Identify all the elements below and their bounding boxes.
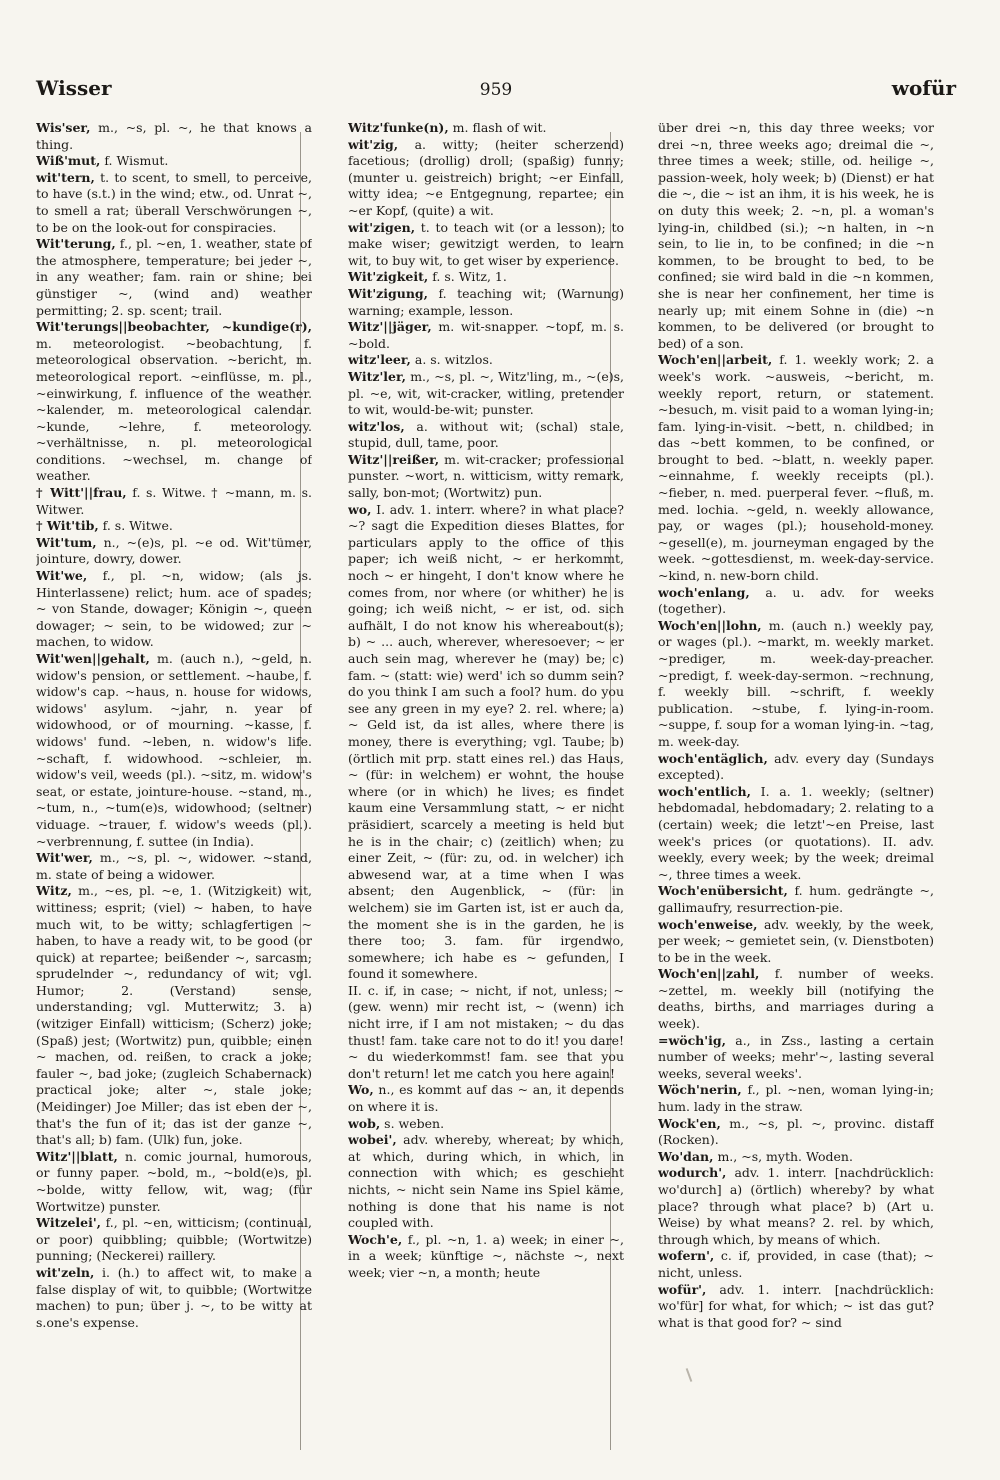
entry-headword: Wis'ser, [36, 120, 91, 135]
entry-definition: c. if, provided, in case (that); ~ nicht, unless. [658, 1248, 934, 1280]
entry-headword: Wöch'nerin, [658, 1082, 742, 1098]
entry-definition: m. (auch n.), ~geld, n. widow's pension, or settlement. ~haube, f. widow's cap. ~haus, n. house for widows, widows' asylum. ~jahr, n. year of widowhood, or of mourning. ~kasse, f. widows' fund. ~leben, n. widow's life. ~schaft, f. widowhood. ~schleier, m. widow's veil, weeds (pl.). ~sitz, m. widow's seat, or estate, jointure-house. ~stand, m., ~tum, n., ~tum(e)s, widowhood; (seltner) viduage. ~trauer, f. widow's weeds (pl.). ~verbrennung, f. suttee (in India). [36, 651, 312, 849]
entry-definition: m. (auch n.) weekly pay, or wages (pl.). ~markt, m. weekly market. ~prediger, m. week-day-preacher. ~predigt, f. week-day-sermon. ~rechnung, f. weekly bill. ~schrift, f. weekly publication. ~stube, f. lying-in-room. ~suppe, f. soup for a woman lying-in. ~tag, m. week-day. [658, 617, 934, 749]
right-running-headword: wofür [891, 76, 956, 100]
entry-headword: Wit'zigkeit, [348, 269, 429, 285]
running-header [36, 76, 956, 110]
entry-definition: m., ~s, pl. ~, Witz'ling, m., ~(e)s, pl. ~e, wit, wit-cracker, witling, pretender to wit, would-be-wit; punster. [348, 368, 624, 418]
entry-headword: Witzelei', [36, 1215, 102, 1231]
dictionary-entry [36, 568, 312, 651]
entry-definition: I. a. 1. weekly; (seltner) hebdomadal, hebdomadary; 2. relating to a (certain) week; die letzt'~en Preise, last week's prices (or quotations). II. adv. weekly, every week; by the week; dreimal ~, three times a week. [658, 783, 934, 882]
left-running-headword: Wisser [36, 76, 112, 100]
dictionary-entry [36, 883, 312, 1149]
entry-headword: =wöch'ig, [658, 1032, 726, 1048]
entry-headword: Woch'en||zahl, [658, 966, 760, 982]
dictionary-entry [36, 1265, 312, 1331]
entry-definition: f., pl. ~n, 1. a) week; in einer ~, in a week; künftige ~, nächste ~, next week; vier ~n, a month; heute [348, 1231, 624, 1280]
dictionary-entry [36, 319, 312, 485]
dictionary-entry [658, 1165, 934, 1248]
entry-headword: Woch'enübersicht, [658, 883, 788, 899]
entry-definition: adv. weekly, by the week, per week; ~ gemietet sein, (v. Dienstboten) to be in the week. [658, 916, 934, 965]
dictionary-entry [348, 352, 624, 369]
dictionary-entry [658, 1149, 934, 1166]
entry-definition: f. teaching wit; (Warnung) warning; example, lesson. [348, 285, 624, 318]
dictionary-entry [658, 1248, 934, 1281]
column-left [36, 120, 312, 1460]
dictionary-entry [348, 419, 624, 452]
entry-headword: † Wit'tib, [36, 518, 99, 534]
dictionary-entry [658, 784, 934, 884]
entry-headword: woch'enweise, [658, 916, 758, 932]
entry-headword: wofern', [658, 1248, 715, 1264]
dictionary-entry [348, 269, 624, 286]
entry-headword: wit'zeln, [36, 1264, 95, 1280]
dictionary-entry [36, 120, 312, 153]
entry-headword: Wit'terung, [36, 236, 116, 252]
dictionary-entry [348, 1116, 624, 1133]
entry-definition: n., es kommt auf das ~ an, it depends on where it is. [348, 1082, 624, 1115]
entry-headword: Wit'wer, [36, 850, 93, 866]
entry-definition: f., pl. ~en, 1. weather, state of the atmosphere, temperature; bei jeder ~, in any weather; fam. rain or shine; bei günstiger ~, (wind and) weather permitting; 2. sp. scent; trail. [36, 236, 312, 318]
entry-definition: m., ~s, myth. Woden. [713, 1148, 853, 1164]
dictionary-entry [36, 850, 312, 883]
entry-definition: f. s. Witwe. [98, 518, 173, 534]
entry-headword: Wiß'mut, [36, 153, 101, 169]
dictionary-entry [36, 170, 312, 236]
entry-definition: m., ~s, pl. ~, he that knows a thing. [36, 120, 312, 152]
entry-definition: a. s. witzlos. [410, 352, 493, 368]
entry-headword: Wit'terungs||beobachter, ~kundige(r), [36, 319, 312, 335]
entry-definition: f., pl. ~en, witticism; (continual, or poor) quibbling; quibble; (Wortwitze) punning; (Neckerei) raillery. [36, 1215, 312, 1264]
entry-definition: t. to teach wit (or a lesson); to make wiser; gewitzigt werden, to learn wit, to buy wit, to get wiser by experience. [348, 219, 624, 268]
dictionary-entry [36, 651, 312, 850]
dictionary-entry [658, 1116, 934, 1149]
dictionary-entry [658, 618, 934, 751]
entry-definition: f. Wismut. [100, 153, 169, 169]
entry-headword: Witz, [36, 883, 72, 899]
entry-definition: t. to scent, to smell, to perceive, to have (s.t.) in the wind; etw., od. Unrat ~, to smell a rat; überall Verschwörungen ~, to be on the look-out for conspiracies. [36, 169, 312, 235]
entry-definition: a. without wit; (schal) stale, stupid, dull, tame, poor. [348, 418, 624, 451]
entry-definition: adv. whereby, whereat; by which, at which, during which, in which, in connection with which; es geschieht nichts, ~ nicht sein Name ins Spiel käme, nothing is done that his name is not coupled with. [348, 1132, 624, 1231]
dictionary-entry [658, 1033, 934, 1083]
entry-headword: woch'enlang, [658, 584, 750, 600]
entry-definition: f. 1. weekly work; 2. a week's work. ~ausweis, ~bericht, m. weekly report, return, or statement. ~besuch, m. visit paid to a woman lying-in; fam. lying-in-visit. ~bett, n. childbed; in das ~bett kommen, to be confined, or brought to bed. ~blatt, n. weekly paper. ~einnahme, f. weekly receipts (pl.). ~fieber, n. med. puerperal fever. ~fluß, m. med. lochia. ~geld, n. weekly allowance, pay, or wages (pl.); household-money. ~gesell(e), m. journeyman engaged by the week. ~gottesdienst, m. week-day-service. ~kind, n. new-born child. [658, 352, 934, 584]
entry-headword: † Witt'||frau, [36, 485, 127, 501]
entry-headword: Witz'||reißer, [348, 451, 440, 467]
entry-headword: wo, [348, 501, 372, 517]
entry-headword: wit'tern, [36, 169, 95, 185]
entry-headword: wit'zigen, [348, 219, 416, 235]
dictionary-entry [348, 983, 624, 1083]
entry-definition: adv. every day (Sundays excepted). [658, 750, 934, 783]
entry-definition: a., in Zss., lasting a certain number of weeks; mehr'~, lasting several weeks, several weeks'. [658, 1032, 934, 1081]
dictionary-entry [658, 883, 934, 916]
entry-headword: Witz'||blatt, [36, 1148, 118, 1164]
dictionary-entry [658, 917, 934, 967]
entry-headword: witz'leer, [348, 352, 411, 368]
dictionary-entry [36, 518, 312, 535]
entry-headword: wofür', [658, 1281, 707, 1297]
dictionary-entry [348, 286, 624, 319]
column-right [658, 120, 934, 1460]
page-number: 959 [479, 80, 513, 100]
entry-headword: wodurch', [658, 1165, 727, 1181]
dictionary-entry [36, 535, 312, 568]
entry-headword: Wit'tum, [36, 534, 97, 550]
entry-headword: wob, [348, 1115, 381, 1131]
dictionary-entry [658, 352, 934, 584]
dictionary-entry [348, 502, 624, 983]
dictionary-body [36, 120, 960, 1460]
entry-definition: m., ~s, pl. ~, widower. ~stand, m. state of being a widower. [36, 850, 312, 882]
entry-headword: woch'entlich, [658, 783, 751, 799]
entry-definition: m. flash of wit. [448, 120, 547, 135]
entry-definition: f. s. Witwe. † ~mann, m. s. Witwer. [36, 485, 312, 517]
entry-definition: n., ~(e)s, pl. ~e od. Wit'tümer, jointure, dowry, dower. [36, 534, 312, 567]
dictionary-entry [348, 1232, 624, 1282]
entry-headword: Witz'||jäger, [348, 319, 432, 335]
entry-definition: f. number of weeks. ~zettel, m. weekly bill (notifying the deaths, births, and marriages during a week). [658, 966, 934, 1032]
entry-headword: Wo'dan, [658, 1148, 714, 1164]
entry-definition: a. u. adv. for weeks (together). [658, 584, 934, 617]
dictionary-entry [36, 153, 312, 170]
dictionary-entry [658, 751, 934, 784]
entry-definition: m. wit-cracker; professional punster. ~wort, n. witticism, witty remark, sally, bon-mot; (Wortwitz) pun. [348, 451, 624, 501]
dictionary-entry [348, 137, 624, 220]
dictionary-entry [658, 585, 934, 618]
entry-headword: woch'entäglich, [658, 750, 768, 766]
entry-definition: f., pl. ~n, widow; (als js. Hinterlassene) relict; hum. ace of spades; ~ von Stande, dowager; Königin ~, queen dowager; ~ sein, to be widowed; zur ~ machen, to widow. [36, 568, 312, 650]
dictionary-entry [36, 485, 312, 518]
dictionary-entry [348, 120, 624, 137]
dictionary-entry [36, 1215, 312, 1265]
column-middle [348, 120, 624, 1460]
entry-definition: I. adv. 1. interr. where? in what place? ~? sagt die Expedition dieses Blattes, for particulars apply to the office of this paper; ich weiß nicht, ~ er herkommt, noch ~ er hingeht, I don't know where he comes from, nor where (or whither) he is going; ich weiß nicht, ~ er ist, od. sich aufhält, I do not know his whereabout(s); b) ~ ... auch, wherever, wheresoever; ~ er auch sein mag, wherever he (may) be; c) fam. ~ (statt: wie) werd' ich so dumm sein? do you think I am such a fool? hum. do you see any green in my eye? 2. rel. where; a) ~ Geld ist, da ist alles, where there is money, there is everything; vgl. Taube; b) (örtlich mit prp. statt eines rel.) das Haus, ~ (für: in welchem) er wohnt, the house where (or in which) he lives; es findet kaum eine Versammlung statt, ~ er nicht präsidiert, scarcely a meeting is held but he is in the chair; c) (zeitlich) when; zu einer Zeit, ~ (für: zu, od. in welcher) ich abwesend war, at a time when I was absent; den Augenblick, ~ (für: in welchem) sie im Garten ist, ist er auch da, the moment she is in the garden, he is there too; 3. fam. für irgendwo, somewhere; ich habe es ~ gefunden, I found it somewhere. [348, 501, 624, 982]
dictionary-entry [348, 319, 624, 352]
entry-definition: s. weben. [380, 1115, 445, 1131]
dictionary-entry [658, 120, 934, 352]
entry-definition: f., pl. ~nen, woman lying-in; hum. lady in the straw. [658, 1082, 934, 1115]
entry-definition: über drei ~n, this day three weeks; vor drei ~n, three weeks ago; dreimal die ~, three times a week; stille, od. heilige ~, passion-week, holy week; b) (Dienst) er hat die ~, die ~ ist an ihm, it is his week, he is on duty this week; 2. ~n, pl. a woman's lying-in, childbed (si.); ~n halten, in ~n sein, to lie in, to be confined; in die ~n kommen, to be brought to bed, to be confined; sie wird bald in die ~n kommen, she is near her confinement, her time is nearly up; mit einem Sohne in (die) ~n kommen, to be delivered (or brought to bed) of a son. [658, 120, 934, 351]
entry-definition: m., ~es, pl. ~e, 1. (Witzigkeit) wit, wittiness; esprit; (viel) ~ haben, to have much wit, to be witty; schlagfertigen ~ haben, to have a ready wit, to be good (or quick) at repartee; beißender ~, sarcasm; sprudelnder ~, redundancy of wit; vgl. Humor; 2. (Verstand) sense, understanding; vgl. Mutterwitz; 3. a) (witziger Einfall) witticism; (Scherz) joke; (Spaß) jest; (Wortwitz) pun, quibble; einen ~ machen, od. reißen, to crack a joke; fauler ~, bad joke; (zugleich Schabernack) practical joke; alter ~, stale joke; (Meidinger) Joe Miller; das ist eben der ~, that's the fun of it; das ist der ganze ~, that's all; b) fam. (Ulk) fun, joke. [36, 883, 312, 1148]
entry-headword: witz'los, [348, 418, 405, 434]
entry-headword: wit'zig, [348, 136, 399, 152]
entry-definition: f. s. Witz, 1. [428, 269, 507, 285]
entry-headword: wobei', [348, 1132, 397, 1148]
entry-definition: n. comic journal, humorous, or funny paper. ~bold, m., ~bold(e)s, pl. ~bolde, witty fellow, wit, wag; (für Wortwitze) punster. [36, 1148, 312, 1214]
entry-definition: adv. 1. interr. [nachdrücklich: wo'für] for what, for which; ~ ist das gut? what is that good for? ~ sind [658, 1281, 934, 1330]
dictionary-entry [658, 1082, 934, 1115]
dictionary-entry [348, 1132, 624, 1232]
entry-headword: Wit'we, [36, 568, 88, 584]
dictionary-entry [36, 236, 312, 319]
entry-definition: m., ~s, pl. ~, provinc. distaff (Rocken). [658, 1115, 934, 1148]
entry-definition: a. witty; (heiter scherzend) facetious; (drollig) droll; (spaßig) funny; (munter u. geistreich) bright; ~er Einfall, witty idea; ~e Entgegnung, repartee; ein ~er Kopf, (quite) a wit. [348, 136, 624, 218]
entry-headword: Witz'funke(n), [348, 120, 449, 135]
dictionary-entry [348, 1082, 624, 1115]
dictionary-entry [348, 369, 624, 419]
entry-definition: i. (h.) to affect wit, to make a false display of wit, to quibble; (Wortwitze machen) to pun; über j. ~, to be witty at s.one's expense. [36, 1264, 312, 1330]
entry-definition: f. hum. gedrängte ~, gallimaufry, resurrection-pie. [658, 883, 934, 915]
entry-definition: m. meteorologist. ~beobachtung, f. meteorological observation. ~bericht, m. meteorological report. ~einflüsse, m. pl., ~einwirkung, f. influence of the weather. ~kalender, m. meteorological calendar. ~kunde, ~lehre, f. meteorology. ~verhältnisse, n. pl. meteorological conditions. ~wechsel, m. change of weather. [36, 335, 312, 484]
entry-headword: Woch'e, [348, 1231, 403, 1247]
dictionary-entry [348, 220, 624, 270]
dictionary-entry [348, 452, 624, 502]
entry-definition: II. c. if, in case; ~ nicht, if not, unless; ~ (gew. wenn) mir recht ist, ~ (wenn) ich nicht irre, if I am not mistaken; ~ du das thust! fam. take care not to do it! you dare! ~ du wiederkommst! fam. see that you don't return! let me catch you here again! [348, 982, 624, 1081]
entry-headword: Woch'en||arbeit, [658, 352, 773, 368]
entry-headword: Witz'ler, [348, 368, 406, 384]
dictionary-entry [658, 966, 934, 1032]
entry-headword: Wock'en, [658, 1115, 721, 1131]
entry-headword: Wit'wen||gehalt, [36, 651, 150, 666]
dictionary-entry [36, 1149, 312, 1215]
entry-definition: m. wit-snapper. ~topf, m. s. ~bold. [348, 319, 624, 351]
dictionary-entry [658, 1282, 934, 1332]
entry-headword: Woch'en||lohn, [658, 617, 762, 633]
entry-headword: Wo, [348, 1082, 374, 1098]
entry-definition: adv. 1. interr. [nachdrücklich: wo'durch] a) (örtlich) whereby? by what place? through what place? b) (Art u. Weise) by what means? 2. rel. by which, through which, by means of which. [658, 1165, 934, 1247]
entry-headword: Wit'zigung, [348, 285, 429, 301]
